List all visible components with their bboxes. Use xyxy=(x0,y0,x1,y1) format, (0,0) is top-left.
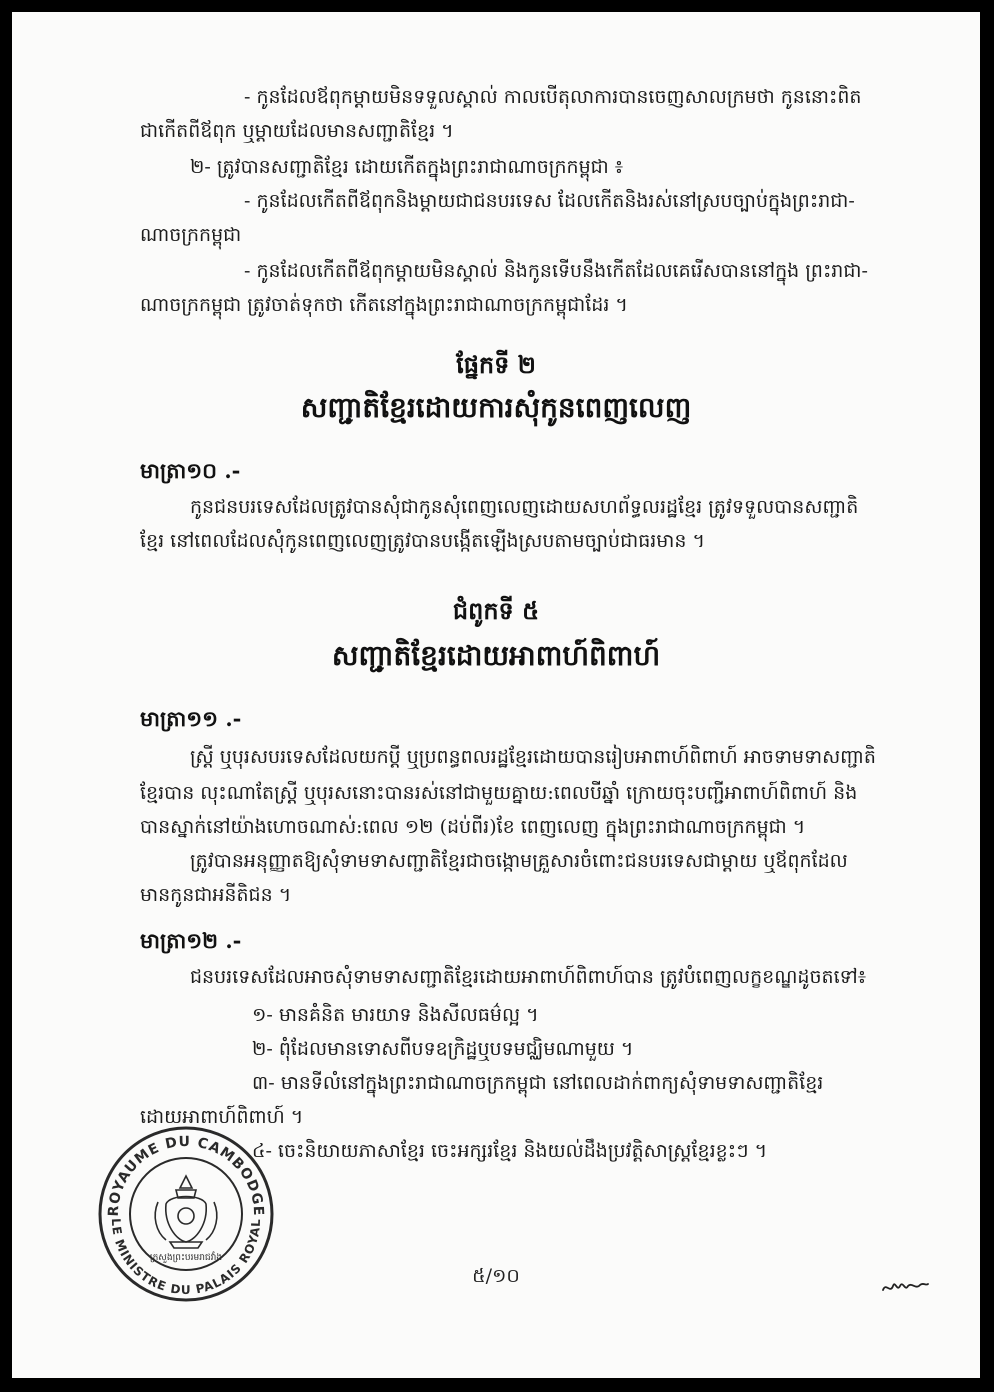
text-line: ត្រូវបានអនុញ្ញាតឱ្យសុំទាមទាសញ្ជាតិខ្មែរជាចង្កោមគ្រួសារចំពោះជនបរទេសជាម្តាយ ឬឪពុកដែល xyxy=(190,850,848,872)
text-line: កូនជនបរទេសដែលត្រូវបានសុំជាកូនសុំពេញលេញដោយសហព័ទ្ធលរដ្ឋខ្មែរ ត្រូវទទួលបានសញ្ជាតិ xyxy=(190,496,859,518)
text-line: ខ្មែរ នៅពេលដែលសុំកូនពេញលេញត្រូវបានបង្កើតឡើងស្របតាមច្បាប់ជាធរមាន ។ xyxy=(140,530,706,552)
section-title: សញ្ជាតិខ្មែរដោយការសុំកូនពេញលេញ xyxy=(300,391,692,424)
seal-top-text: ROYAUME DU CAMBODGE xyxy=(105,1133,267,1217)
text-line: ណាចក្រកម្ពុជា xyxy=(140,224,242,246)
seal-bottom-text: LE MINISTRE DU PALAIS ROYAL xyxy=(108,1217,264,1298)
text-line: - កូនដែលឪពុកម្តាយមិនទទួលស្គាល់ កាលបើតុលាការបានចេញសាលក្រមថា កូននោះពិត xyxy=(244,86,862,108)
article-label: មាត្រា១១ .- xyxy=(140,706,242,731)
text-line: ២- ពុំដែលមានទោសពីបទឧក្រិដ្ឋឬបទមជ្ឈិមណាមួយ ។ xyxy=(252,1038,634,1060)
seal-inner-text: ក្រសួងព្រះបរមរាជវាំង xyxy=(149,1253,223,1263)
article-label: មាត្រា១០ .- xyxy=(140,458,241,483)
text-line: បានស្នាក់នៅយ៉ាងហោចណាស់:ពេល ១២ (ដប់ពីរ)ខែ ពេញលេញ ក្នុងព្រះរាជាណាចក្រកម្ពុជា ។ xyxy=(140,816,806,838)
document-page xyxy=(12,12,980,1378)
text-line: ជនបរទេសដែលអាចសុំទាមទាសញ្ជាតិខ្មែរដោយអាពាហ៍ពិពាហ៍បាន ត្រូវបំពេញលក្ខខណ្ឌដូចតទៅ៖ xyxy=(190,966,867,988)
text-line: ស្ត្រី ឬបុរសបរទេសដែលយកប្តី ឬប្រពន្ធពលរដ្ឋខ្មែរដោយបានរៀបអាពាហ៍ពិពាហ៍ អាចទាមទាសញ្ជាតិ xyxy=(190,746,876,768)
text-line: ដោយអាពាហ៍ពិពាហ៍ ។ xyxy=(140,1106,304,1128)
text-line: ខ្មែរបាន លុះណាតែស្ត្រី ឬបុរសនោះបានរស់នៅជាមួយគ្នាយ:ពេលបីឆ្នាំ ក្រោយចុះបញ្ជីអាពាហ៍ពិពាហ៍ និង xyxy=(140,782,858,804)
text-line: - កូនដែលកើតពីឪពុកម្តាយមិនស្គាល់ និងកូនទើបនឹងកើតដែលគេរើសបាននៅក្នុង ព្រះរាជា- xyxy=(244,260,868,282)
article-label: មាត្រា១២ .- xyxy=(140,928,242,953)
handwritten-signature xyxy=(880,1274,930,1300)
chapter-heading: ជំពូកទី ៥ xyxy=(452,596,540,625)
text-line: ៣- មានទីលំនៅក្នុងព្រះរាជាណាចក្រកម្ពុជា នៅពេលដាក់ពាក្យសុំទាមទាសញ្ជាតិខ្មែរ xyxy=(252,1072,824,1094)
text-line: មានកូនជាអនីតិជន ។ xyxy=(140,884,292,906)
text-line: ១- មានគំនិត មារយាទ និងសីលធម៌ល្អ ។ xyxy=(252,1004,539,1026)
section-heading: ផ្នែកទី ២ xyxy=(456,350,536,379)
text-line: ណាចក្រកម្ពុជា ត្រូវចាត់ទុកថា កើតនៅក្នុងព្រះរាជាណាចក្រកម្ពុជាដែរ ។ xyxy=(140,294,628,316)
chapter-title: សញ្ជាតិខ្មែរដោយអាពាហ៍ពិពាហ៍ xyxy=(331,639,661,672)
page-number: ៥/១០ xyxy=(472,1265,520,1287)
text-line: ២- ត្រូវបានសញ្ជាតិខ្មែរ ដោយកើតក្នុងព្រះរាជាណាចក្រកម្ពុជា ៖ xyxy=(190,156,624,178)
royal-emblem-icon xyxy=(155,1176,217,1248)
text-line: ៤- ចេះនិយាយភាសាខ្មែរ ចេះអក្សរខ្មែរ និងយល់ដឹងប្រវត្តិសាស្ត្រខ្មែរខ្លះៗ ។ xyxy=(252,1140,768,1162)
text-line: - កូនដែលកើតពីឪពុកនិងម្តាយជាជនបរទេស ដែលកើតនិងរស់នៅស្របច្បាប់ក្នុងព្រះរាជា- xyxy=(244,190,855,212)
text-line: ជាកើតពីឪពុក ឬម្តាយដែលមានសញ្ជាតិខ្មែរ ។ xyxy=(140,120,454,142)
